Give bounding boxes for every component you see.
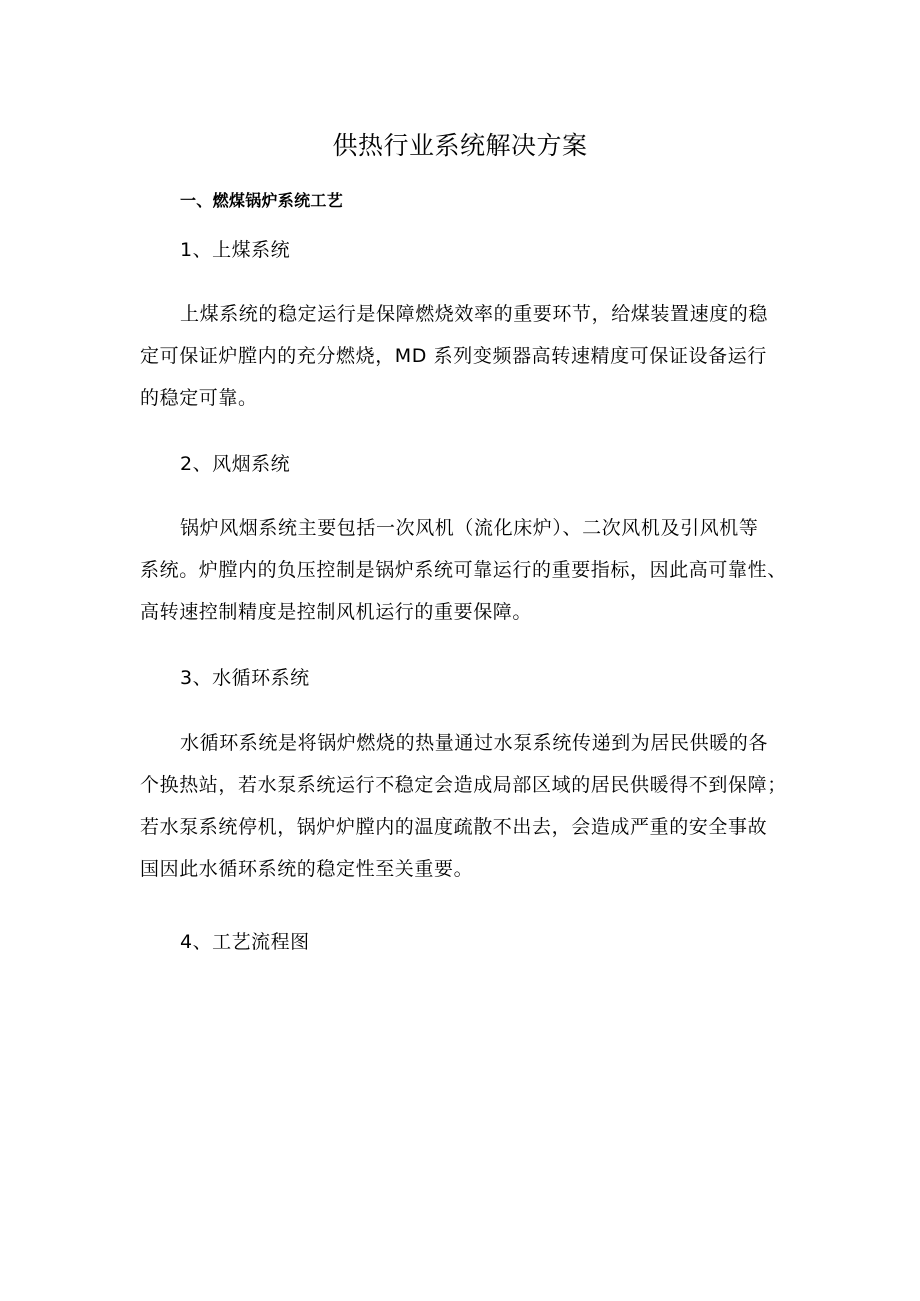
subsection-heading-water-circulation: 3、水循环系统 — [180, 667, 310, 689]
paragraph-line: 上煤系统的稳定运行是保障燃烧效率的重要环节，给煤装置速度的稳 — [180, 303, 769, 325]
subsection-heading-process-flow: 4、工艺流程图 — [180, 931, 310, 953]
paragraph-line: 若水泵系统停机，锅炉炉膛内的温度疏散不出去，会造成严重的安全事故 — [140, 816, 768, 838]
paragraph-water-circulation — [140, 729, 788, 897]
document-title: 供热行业系统解决方案 — [332, 131, 588, 160]
subsection-heading-coal-feeding: 1、上煤系统 — [180, 239, 291, 261]
subsection-heading-air-flue: 2、风烟系统 — [180, 453, 291, 475]
paragraph-line: 水循环系统是将锅炉燃烧的热量通过水泵系统传递到为居民供暖的各 — [180, 732, 769, 754]
paragraph-air-flue — [140, 514, 788, 640]
paragraph-line: 个换热站，若水泵系统运行不稳定会造成局部区域的居民供暖得不到保障； — [140, 774, 787, 796]
paragraph-line: 系统。炉膛内的负压控制是锅炉系统可靠运行的重要指标，因此高可靠性、 — [140, 559, 787, 581]
paragraph-line: 国因此水循环系统的稳定性至关重要。 — [140, 858, 474, 880]
paragraph-line: 锅炉风烟系统主要包括一次风机（流化床炉）、二次风机及引风机等 — [180, 517, 759, 539]
section-heading: 一、燃煤锅炉系统工艺 — [180, 191, 344, 210]
paragraph-line: 的稳定可靠。 — [140, 387, 258, 409]
paragraph-coal-feeding — [140, 300, 788, 426]
paragraph-line: 定可保证炉膛内的充分燃烧，MD 系列变频器高转速精度可保证设备运行 — [140, 345, 767, 367]
paragraph-line: 高转速控制精度是控制风机运行的重要保障。 — [140, 601, 533, 623]
